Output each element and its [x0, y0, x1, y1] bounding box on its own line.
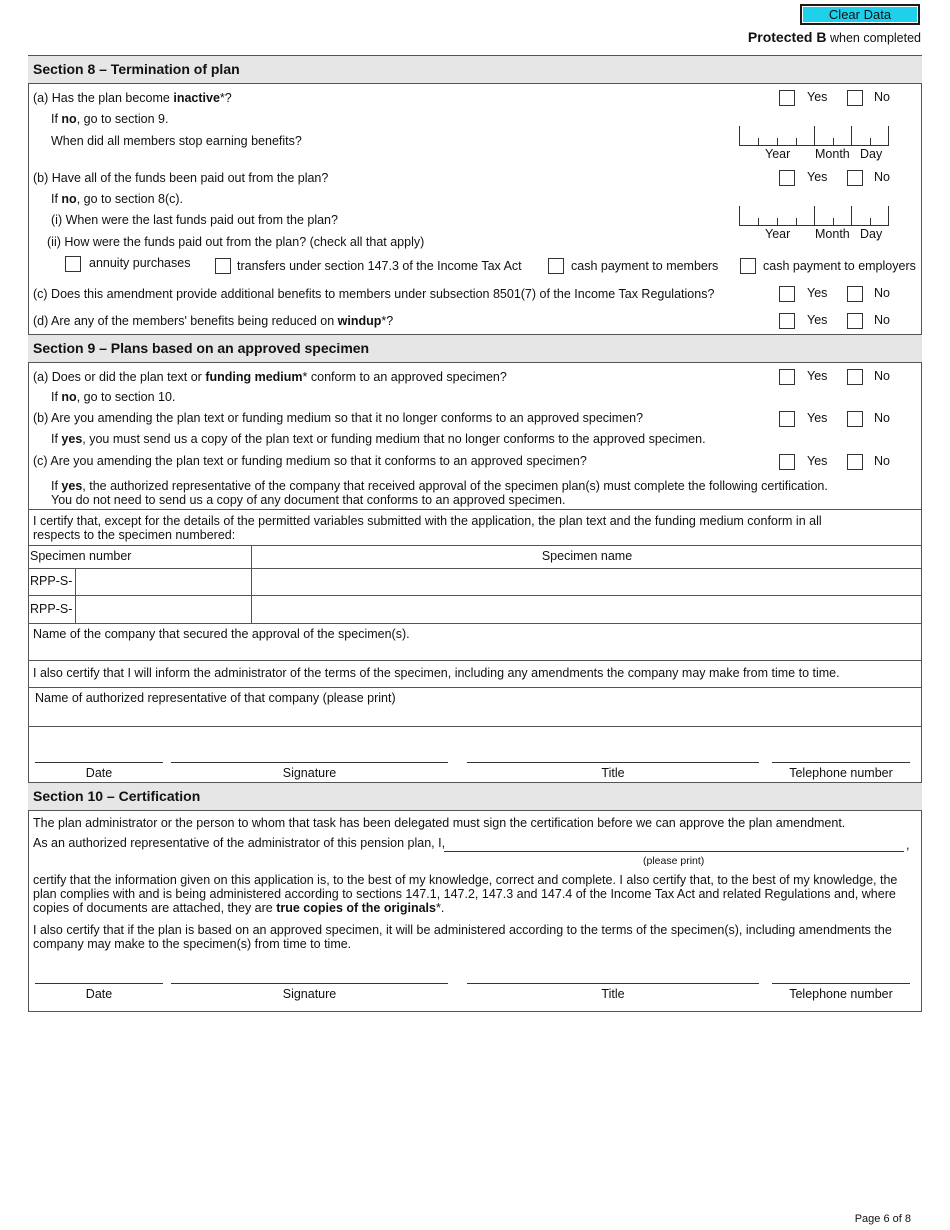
- s10-certify-main: certify that the information given on this application is, to the best of my knowledge, correct and complete. I also certify that, to the best of my knowledge, the plan complies with and is being administered according to sections 147.1, 147.2, 147.3 and 147.4 of the Income Tax Act and related Regulations and, where copies of documents are attached, they are: [33, 873, 898, 915]
- s8-b-if-post: , go to section 8(c).: [76, 192, 184, 206]
- spec-number-input-1[interactable]: [76, 569, 251, 595]
- s8-d-yes-label: Yes: [807, 313, 828, 327]
- s8-a-if-pre: If: [51, 112, 62, 126]
- s9-b-if-bold: yes: [61, 432, 83, 446]
- s8-b-if-pre: If: [51, 192, 62, 206]
- s9-a-yes-checkbox[interactable]: [779, 369, 795, 385]
- s8-b-day-label: Day: [860, 227, 883, 241]
- s9-a-post: * conform to an approved specimen?: [302, 370, 507, 384]
- s9-b-yes-label: Yes: [807, 411, 828, 425]
- s9-a-if-post: , go to section 10.: [76, 390, 176, 404]
- divider: [28, 509, 922, 510]
- s8-b-yes-checkbox[interactable]: [779, 170, 795, 186]
- s8-a-month-label: Month: [815, 147, 850, 161]
- s8-b-yes-label: Yes: [807, 170, 828, 184]
- s8-a-if-bold: no: [61, 112, 77, 126]
- s8-d-bold: windup: [337, 314, 382, 328]
- s9-also-certify: I also certify that I will inform the administrator of the terms of the specimen, including any amendments the company may make from time to time.: [33, 666, 840, 680]
- s9-b-if-yes: [51, 432, 706, 446]
- s8-opt-transfers-checkbox[interactable]: [215, 258, 231, 274]
- s8-opt-members-checkbox[interactable]: [548, 258, 564, 274]
- s10-signature-label: Signature: [282, 987, 337, 1001]
- protected-b-notice: [748, 29, 921, 45]
- s10-date-label: Date: [85, 987, 113, 1001]
- rep-name-label: Name of authorized representative of that company (please print): [35, 691, 396, 705]
- s10-certify-bold: true copies of the originals: [276, 901, 436, 915]
- s9-title-label: Title: [601, 766, 625, 780]
- spec-number-header: Specimen number: [30, 549, 132, 563]
- rep-name-input[interactable]: [29, 707, 921, 726]
- s9-a-yes-label: Yes: [807, 369, 828, 383]
- s9-question-a: [33, 370, 507, 384]
- spec-name-input-1[interactable]: [252, 569, 921, 595]
- s10-title-label: Title: [601, 987, 625, 1001]
- s10-intro: The plan administrator or the person to whom that task has been delegated must sign the certification before we can approve the plan amendment.: [33, 816, 846, 830]
- protected-b-label: Protected B: [747, 29, 827, 45]
- s8-a-day-label: Day: [860, 147, 883, 161]
- rpp-prefix-1: RPP-S-: [30, 574, 73, 588]
- clear-data-button[interactable]: Clear Data: [800, 4, 920, 25]
- page-number: Page 6 of 8: [854, 1213, 911, 1225]
- s8-d-no-label: No: [874, 313, 890, 327]
- s9-question-c: (c) Are you amending the plan text or funding medium so that it conforms to an approved specimen?: [33, 454, 587, 468]
- s10-title-line[interactable]: [467, 983, 759, 984]
- s10-as-rep: As an authorized representative of the administrator of this pension plan, I,: [33, 836, 446, 850]
- s9-c-if-pre: If: [51, 479, 62, 493]
- s10-signature-line[interactable]: [171, 983, 448, 984]
- s8-d-pre: (d) Are any of the members' benefits being reduced on: [33, 314, 338, 328]
- s9-b-no-checkbox[interactable]: [847, 411, 863, 427]
- s10-please-print: (please print): [643, 855, 705, 867]
- s9-a-no-checkbox[interactable]: [847, 369, 863, 385]
- s8-a-if-post: , go to section 9.: [76, 112, 169, 126]
- s8-opt-annuity-label: annuity purchases: [89, 256, 191, 270]
- s9-a-bold: funding medium: [205, 370, 303, 384]
- spec-name-input-2[interactable]: [252, 596, 921, 623]
- divider: [28, 687, 922, 688]
- s10-phone-line[interactable]: [772, 983, 910, 984]
- s8-b-if-no: [51, 192, 183, 206]
- protected-b-suffix: when completed: [829, 31, 921, 45]
- s10-certify-text: [33, 873, 913, 915]
- s8-a-year-label: Year: [765, 147, 791, 161]
- s10-date-line[interactable]: [35, 983, 163, 984]
- s8-a-no-label: No: [874, 90, 890, 104]
- company-name-input[interactable]: [29, 642, 921, 660]
- s9-b-if-pre: If: [51, 432, 62, 446]
- s8-a-yes-label: Yes: [807, 90, 828, 104]
- s9-b-no-label: No: [874, 411, 890, 425]
- s8-a-date-field[interactable]: [739, 126, 889, 146]
- s8-question-d: [33, 314, 393, 328]
- s9-phone-line[interactable]: [772, 762, 910, 763]
- s8-c-no-label: No: [874, 286, 890, 300]
- divider: [28, 726, 922, 727]
- s10-name-input[interactable]: [444, 851, 904, 852]
- s9-a-if-bold: no: [61, 390, 77, 404]
- s9-c-if-post: , the authorized representative of the company that received approval of the specimen plan(s) must complete the following certification.: [82, 479, 828, 493]
- rpp-prefix-2: RPP-S-: [30, 602, 73, 616]
- s8-c-yes-checkbox[interactable]: [779, 286, 795, 302]
- s8-b-ii-question: (ii) How were the funds paid out from the plan? (check all that apply): [47, 235, 425, 249]
- divider: [28, 623, 922, 624]
- s8-a-pre: (a) Has the plan become: [33, 91, 174, 105]
- s9-c-if-yes: [51, 479, 828, 507]
- s8-a-when: When did all members stop earning benefits?: [51, 134, 302, 148]
- s8-a-if-no: [51, 112, 168, 126]
- s8-b-no-label: No: [874, 170, 890, 184]
- s9-phone-label: Telephone number: [789, 766, 893, 780]
- s9-a-no-label: No: [874, 369, 890, 383]
- s10-certify-end: *.: [435, 901, 445, 915]
- s8-c-yes-label: Yes: [807, 286, 828, 300]
- s8-d-no-checkbox[interactable]: [847, 313, 863, 329]
- s9-c-if-bold: yes: [61, 479, 83, 493]
- s8-question-b: (b) Have all of the funds been paid out from the plan?: [33, 171, 329, 185]
- section-8-header: Section 8 – Termination of plan: [28, 55, 922, 84]
- s9-c-yes-checkbox[interactable]: [779, 454, 795, 470]
- s8-a-no-checkbox[interactable]: [847, 90, 863, 106]
- s9-date-line[interactable]: [35, 762, 163, 763]
- s8-question-c: (c) Does this amendment provide additional benefits to members under subsection 8501(7) of the Income Tax Regulations?: [33, 287, 715, 301]
- s8-b-i-question: (i) When were the last funds paid out from the plan?: [51, 213, 338, 227]
- divider: [28, 545, 922, 546]
- s8-a-bold: inactive: [173, 91, 220, 105]
- s8-opt-annuity-checkbox[interactable]: [65, 256, 81, 272]
- s8-opt-employers-label: cash payment to employers: [763, 259, 916, 273]
- s8-b-month-label: Month: [815, 227, 850, 241]
- s9-c-no-checkbox[interactable]: [847, 454, 863, 470]
- section-10-header: Section 10 – Certification: [28, 782, 922, 811]
- s9-b-yes-checkbox[interactable]: [779, 411, 795, 427]
- spec-name-header: Specimen name: [541, 549, 633, 563]
- s8-opt-transfers-label: transfers under section 147.3 of the Income Tax Act: [237, 259, 522, 273]
- s9-a-if-no: [51, 390, 175, 404]
- s9-question-b: (b) Are you amending the plan text or funding medium so that it no longer conforms to an approved specimen?: [33, 411, 644, 425]
- s8-b-year-label: Year: [765, 227, 791, 241]
- s9-date-label: Date: [85, 766, 113, 780]
- s9-certify-text: I certify that, except for the details of the permitted variables submitted with the application, the plan text and the funding medium conform in all respects to the specimen numbered:: [33, 514, 822, 542]
- s8-a-yes-checkbox[interactable]: [779, 90, 795, 106]
- s10-phone-label: Telephone number: [789, 987, 893, 1001]
- s8-d-post: *?: [381, 314, 394, 328]
- s8-a-post: *?: [219, 91, 232, 105]
- s8-b-no-checkbox[interactable]: [847, 170, 863, 186]
- s8-opt-members-label: cash payment to members: [571, 259, 719, 273]
- s9-title-line[interactable]: [467, 762, 759, 763]
- s9-signature-line[interactable]: [171, 762, 448, 763]
- s9-signature-label: Signature: [282, 766, 337, 780]
- s9-c-yes-label: Yes: [807, 454, 828, 468]
- divider: [28, 660, 922, 661]
- s8-b-date-field[interactable]: [739, 206, 889, 226]
- s9-a-if-pre: If: [51, 390, 62, 404]
- s9-c-no-label: No: [874, 454, 890, 468]
- s8-d-yes-checkbox[interactable]: [779, 313, 795, 329]
- s8-question-a: [33, 91, 232, 105]
- s10-comma: ,: [906, 838, 910, 852]
- s9-b-if-post: , you must send us a copy of the plan text or funding medium that no longer conforms to the approved specimen.: [82, 432, 706, 446]
- s8-b-if-bold: no: [61, 192, 77, 206]
- company-name-label: Name of the company that secured the approval of the specimen(s).: [33, 627, 410, 641]
- section-9-header: Section 9 – Plans based on an approved specimen: [28, 334, 922, 363]
- spec-number-input-2[interactable]: [76, 596, 251, 623]
- s9-a-pre: (a) Does or did the plan text or: [33, 370, 206, 384]
- s9-c-if-line2: You do not need to send us a copy of any document that conforms to an approved specimen.: [51, 493, 566, 507]
- s8-opt-employers-checkbox[interactable]: [740, 258, 756, 274]
- s10-also-certify: I also certify that if the plan is based on an approved specimen, it will be administered according to the terms of the specimen(s), including amendments the company may make to the specimen(s) from time to time.: [33, 923, 892, 951]
- s8-c-no-checkbox[interactable]: [847, 286, 863, 302]
